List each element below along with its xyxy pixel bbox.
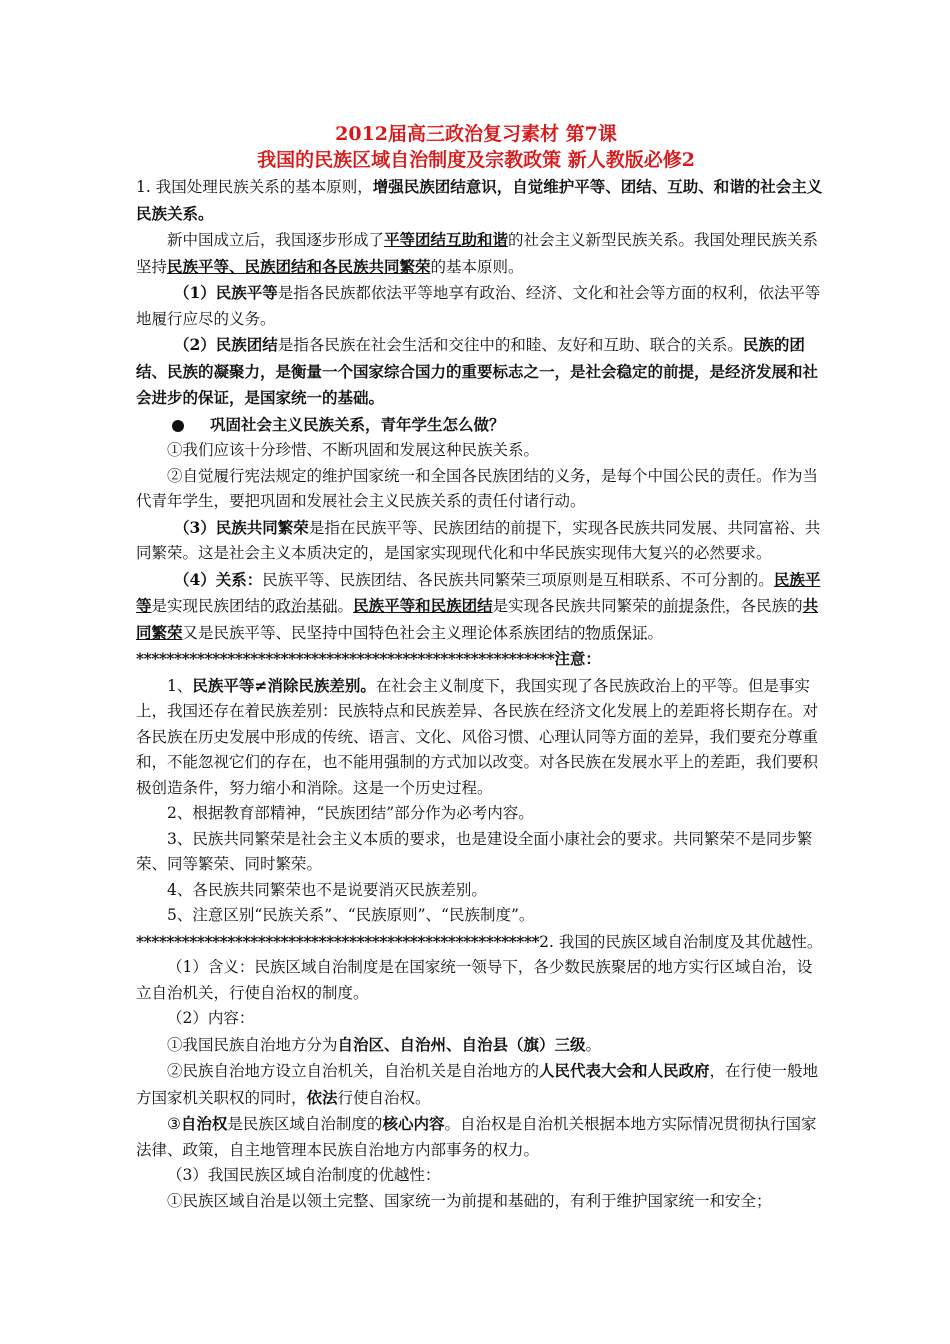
underlined-term: 民族平等 [136,569,821,615]
paragraph [136,1032,826,1059]
note-label: 注意： [554,649,601,668]
bold-text: 民族共同繁荣 [215,517,309,537]
bold-text: 自治权 [180,1114,228,1133]
title-line-2: 我国的民族区域自治制度及宗教政策 新人教版必修2 [257,149,695,171]
section-1-heading [136,174,826,227]
text: 在社会主义制度下，我国实现了各民族政治上的平等。但是事实上，我国还存在着民族差别：民族特点和民族差异、各民族在经济文化发展上的差距将长期存在。对各民族在历史发展中形成的传统、语言、文化、风俗习惯、心理认同等方面的差异，我们要充分尊重和，不能忽视它们的存在，也不能用强制的方式加以改变。对各民族在发展水平上的差距，我们要积极创造条件，努力缩小和消除。这是一个历史过程。 [136,676,819,797]
text: 。自治权是自治机关根据本地方实际情况贯彻执行国家法律、政策，自主地管理本民族自治地方内部事务的权力。 [136,1115,817,1159]
bold-text: 增强民族团结意识，自觉维护平等、团结、互助、和谐的社会主义民族关系。 [136,177,823,223]
text: ，各民族的 [725,597,803,615]
bold-text: 民族平等 [215,283,278,302]
paragraph: ①民族区域自治是以领土完整、国家统一为前提和基础的，有利于维护国家统一和安全； [167,1191,772,1210]
dotted-term: 前提条件 [663,597,726,615]
text: 行使自治权。 [337,1088,431,1107]
dotted-term: 政治基础 [275,597,338,615]
star-separator: ******************************************************* [136,649,555,668]
text: 民族平等、民族团结、各民族共同繁荣三项原则是互相联系、不可分割的。 [262,570,774,589]
paragraph: （1）含义：民族区域自治制度是在国家统一领导下，各少数民族聚居的地方实行区域自治，设立自治机关，行使自治权的制度。 [136,958,813,1002]
paragraph: ①我们应该十分珍惜、不断巩固和发展这种民族关系。 [167,441,540,459]
bold-text: （3） [174,517,216,537]
paragraph: （2）内容： [167,1009,255,1027]
text: ③ [167,1115,181,1133]
paragraph [136,1111,826,1163]
paragraph [136,673,826,802]
paragraph [136,280,826,332]
text: 的基本原则。 [430,257,524,276]
paragraph [136,332,826,412]
text: 2. 我国的民族区域自治制度及其优越性。 [539,932,823,951]
underlined-term: 共同繁荣 [136,596,819,642]
text: 是民族区域自治制度的 [227,1115,383,1133]
separator-line [136,646,826,673]
bold-text: 自治区、自治州、自治县（旗）三级 [337,1034,586,1054]
document-body [136,174,826,1214]
title-line-1: 2012届高三政治复习素材 第7课 [335,123,617,145]
star-separator: ***************************************************** [136,931,540,951]
text: 1. 我国处理民族关系的基本原则， [136,178,373,196]
bold-text: 人民代表大会和人民政府 [539,1061,710,1080]
text: 。 [647,623,664,642]
text: 新中国成立后，我国逐步形成了 [167,231,385,249]
bold-text: （2） [174,335,216,354]
underlined-term: 民族平等和民族团结 [353,596,493,615]
bold-text: （4）关系： [174,569,263,589]
text: 是指在民族平等、民族团结的前提下，实现各民族共同发展、共同富裕、共同繁荣。这是社会主义本质决定的，是国家实现现代化和中华民族实现伟大复兴的必然要求。 [136,518,821,562]
text: 的社会主义新型民族关系。我国处理民族关系坚持 [136,231,819,276]
paragraph: ②自觉履行宪法规定的维护国家统一和全国各民族团结的义务，是每个中国公民的责任。作为当代青年学生，要把巩固和发展社会主义民族关系的责任付诸行动。 [136,466,819,510]
bold-text: 民族的团结、民族的凝聚力，是衡量一个国家综合国力的重要标志之一，是社会稳定的前提，是经济发展和社会进步的保证，是国家统一的基础。 [136,335,819,407]
text: 是实现民族团结的 [151,597,276,615]
bold-text: 核心内容 [382,1114,445,1133]
text: 1、 [167,676,193,695]
underlined-term: 民族平等、民族团结和各民族共同繁荣 [167,256,431,276]
text: 。 [585,1035,602,1054]
section-2-heading [136,929,826,956]
text: 又是民族平等、民坚持中国特色社会主义理论体系族团结的 [182,623,586,642]
text: ①我国民族自治地方分为 [167,1035,338,1054]
dotted-term: 物质保证 [585,623,648,642]
text: 是指各民族都依法平等地享有政治、经济、文化和社会等方面的权利，依法平等地履行应尽的义务。 [136,284,821,328]
paragraph [136,227,826,280]
paragraph: （3）我国民族区域自治制度的优越性： [167,1166,441,1184]
paragraph: 2、根据教育部精神，“民族团结”部分作为必考内容。 [167,804,534,822]
paragraph: 4、各民族共同繁荣也不是说要消灭民族差别。 [167,880,487,899]
text: ，在行使一般地方国家机关职权的同时， [136,1062,819,1107]
text: 是实现各民族共同繁荣的 [492,597,664,615]
bold-text: 巩固社会主义民族关系，青年学生怎么做？ [210,414,505,434]
bold-text: 民族团结 [215,335,278,354]
text: ②民族自治地方设立自治机关，自治机关是自治地方的 [167,1062,540,1080]
paragraph [136,567,826,647]
bold-text: 依法 [306,1087,338,1107]
bold-text: （1） [174,283,216,302]
paragraph: 5、注意区别“民族关系”、“民族原则”、“民族制度”。 [167,906,535,924]
bullet-icon [172,420,184,432]
underlined-term: 平等团结互助和谐 [384,230,509,249]
text: 。 [337,597,354,615]
text: 是指各民族在社会生活和交往中的和睦、友好和互助、联合的关系。 [277,336,743,354]
bullet-item [136,412,826,439]
paragraph [136,1058,826,1111]
bold-text: 民族平等≠消除民族差别。 [192,675,376,695]
paragraph [136,515,826,567]
paragraph: 3、民族共同繁荣是社会主义本质的要求，也是建设全面小康社会的要求。共同繁荣不是同步繁荣、同等繁荣、同时繁荣。 [136,829,813,873]
